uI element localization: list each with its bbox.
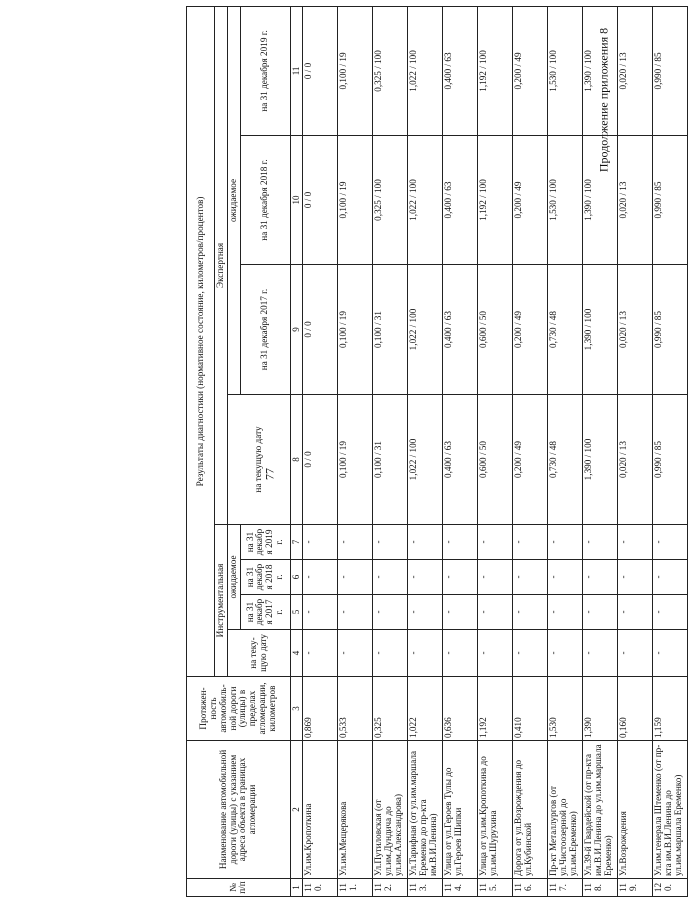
instr-current-value: - xyxy=(372,630,407,677)
expert-2019-value: 1,022 / 100 xyxy=(407,6,442,135)
road-name: Улица от ул.им.Кропоткина до ул.им.Шурухина xyxy=(477,741,512,879)
road-length: 0,160 xyxy=(617,677,652,741)
expert-2018-value: 0,100 / 19 xyxy=(337,136,372,265)
row-number: 113. xyxy=(407,879,442,897)
expert-2018-value: 1,390 / 100 xyxy=(582,136,617,265)
expert-2017-value: 0,100 / 31 xyxy=(372,265,407,395)
row-number: 118. xyxy=(582,879,617,897)
expert-current-value: 1,390 / 100 xyxy=(582,395,617,525)
expert-2019-value: 1,192 / 100 xyxy=(477,6,512,135)
expert-2017-value: 0,100 / 19 xyxy=(337,265,372,395)
instr-2019-value: - xyxy=(372,525,407,560)
expert-2017-value: 0,600 / 50 xyxy=(477,265,512,395)
column-number: 9 xyxy=(290,265,302,395)
expert-2018-value: 0 / 0 xyxy=(302,136,337,265)
road-length: 1,159 xyxy=(652,677,687,741)
expert-2018-value: 0,325 / 100 xyxy=(372,136,407,265)
instr-2018-value: - xyxy=(477,560,512,595)
column-number: 5 xyxy=(290,595,302,630)
expert-current-value: 1,022 / 100 xyxy=(407,395,442,525)
column-number: 4 xyxy=(290,630,302,677)
instr-current-value: - xyxy=(477,630,512,677)
instr-2019-value: - xyxy=(652,525,687,560)
expert-2017-value: 0,020 / 13 xyxy=(617,265,652,395)
instr-current-value: - xyxy=(337,630,372,677)
header-expert-expected: ожидаемое xyxy=(227,6,240,394)
header-expert: Экспертная xyxy=(215,6,228,524)
expert-current-value: 0,990 / 85 xyxy=(652,395,687,525)
instr-2018-value: - xyxy=(372,560,407,595)
table-row xyxy=(582,6,617,896)
column-number: 8 xyxy=(290,395,302,525)
instr-2017-value: - xyxy=(372,595,407,630)
instr-2017-value: - xyxy=(337,595,372,630)
road-length: 1,530 xyxy=(547,677,582,741)
road-name: Ул.Путиловская (от ул.им.Дундича до ул.им.Александрова) xyxy=(372,741,407,879)
table-row xyxy=(407,6,442,896)
expert-2017-value: 1,022 / 100 xyxy=(407,265,442,395)
instr-2019-value: - xyxy=(512,525,547,560)
instr-2018-value: - xyxy=(512,560,547,595)
road-name: Ул.Тарифная (от ул.им.маршала Еременко до пр-кта им.В.И.Ленина) xyxy=(407,741,442,879)
instr-current-value: - xyxy=(302,630,337,677)
header-exp-2018: на 31 декабря 2018 г. xyxy=(240,136,290,265)
instr-2019-value: - xyxy=(337,525,372,560)
instr-2017-value: - xyxy=(442,595,477,630)
row-number: 115. xyxy=(477,879,512,897)
table-row xyxy=(442,6,477,896)
expert-2018-value: 1,530 / 100 xyxy=(547,136,582,265)
table-row xyxy=(512,6,547,896)
instr-current-value: - xyxy=(547,630,582,677)
road-name: Ул.им.генерала Штеменко (от пр-кта им.В.И.Ленина до ул.им.маршала Еременко) xyxy=(652,741,687,879)
row-number: 119. xyxy=(617,879,652,897)
instr-2019-value: - xyxy=(617,525,652,560)
column-number: 6 xyxy=(290,560,302,595)
expert-current-value: 0 / 0 xyxy=(302,395,337,525)
road-name: Ул.им.Кропоткина xyxy=(302,741,337,879)
column-number: 2 xyxy=(290,741,302,879)
expert-2019-value: 0 / 0 xyxy=(302,6,337,135)
expert-2018-value: 1,192 / 100 xyxy=(477,136,512,265)
instr-2017-value: - xyxy=(477,595,512,630)
expert-current-value: 0,400 / 63 xyxy=(442,395,477,525)
road-name: Пр-кт Металлургов (от ул.Чистоозерной до ул.им.Еременко) xyxy=(547,741,582,879)
expert-current-value: 0,600 / 50 xyxy=(477,395,512,525)
column-number: 11 xyxy=(290,6,302,135)
expert-2019-value: 0,400 / 63 xyxy=(442,6,477,135)
instr-2017-value: - xyxy=(407,595,442,630)
header-exp-2019: на 31 декабря 2019 г. xyxy=(240,6,290,135)
instr-2019-value: - xyxy=(477,525,512,560)
header-instr-2017: на 31 декабря 2017 г. xyxy=(240,595,290,630)
row-number: 114. xyxy=(442,879,477,897)
instr-current-value: - xyxy=(617,630,652,677)
road-length: 1,022 xyxy=(407,677,442,741)
header-instr-current: на теку-щую дату xyxy=(227,630,290,677)
instr-current-value: - xyxy=(442,630,477,677)
road-length: 1,390 xyxy=(582,677,617,741)
expert-2018-value: 1,022 / 100 xyxy=(407,136,442,265)
instr-2018-value: - xyxy=(337,560,372,595)
road-name: Дорога от ул.Возрождения до ул.Кубинской xyxy=(512,741,547,879)
expert-2019-value: 0,020 / 13 xyxy=(617,6,652,135)
header-road-name: Наименование автомобильной дороги (улицы) с указанием адреса объекта в границах агломерации xyxy=(187,741,291,879)
header-results: Результаты диагностики (нормативное состояние, километров/процентов) xyxy=(187,6,215,676)
expert-2019-value: 0,325 / 100 xyxy=(372,6,407,135)
instr-2017-value: - xyxy=(652,595,687,630)
instr-2018-value: - xyxy=(652,560,687,595)
header-instrumental: Инструментальная xyxy=(215,525,228,677)
road-name: Ул.им.Мещерякова xyxy=(337,741,372,879)
road-length: 1,192 xyxy=(477,677,512,741)
expert-2019-value: 0,200 / 49 xyxy=(512,6,547,135)
expert-2017-value: 0,730 / 48 xyxy=(547,265,582,395)
expert-2018-value: 0,020 / 13 xyxy=(617,136,652,265)
expert-2019-value: 0,100 / 19 xyxy=(337,6,372,135)
table-row xyxy=(547,6,582,896)
table-header xyxy=(187,6,303,896)
instr-2017-value: - xyxy=(582,595,617,630)
header-instr-2019: на 31 декабря 2019 г. xyxy=(240,525,290,560)
road-length: 0,636 xyxy=(442,677,477,741)
column-number: 1 xyxy=(290,879,302,897)
instr-current-value: - xyxy=(582,630,617,677)
table-row xyxy=(477,6,512,896)
header-instr-2018: на 31 декабря 2018 г. xyxy=(240,560,290,595)
instr-2018-value: - xyxy=(442,560,477,595)
header-length: Протяжен-ность автомобиль-ной дороги (улицы) в пределах агломерации, километров xyxy=(187,677,291,741)
table-row xyxy=(652,6,687,896)
expert-2017-value: 0,990 / 85 xyxy=(652,265,687,395)
instr-2018-value: - xyxy=(547,560,582,595)
table-row xyxy=(337,6,372,896)
instr-2018-value: - xyxy=(582,560,617,595)
expert-2017-value: 1,390 / 100 xyxy=(582,265,617,395)
road-length: 0,410 xyxy=(512,677,547,741)
rotated-table-container xyxy=(186,7,683,897)
expert-2017-value: 0,200 / 49 xyxy=(512,265,547,395)
table-row xyxy=(302,6,337,896)
table-row xyxy=(617,6,652,896)
header-exp-2017: на 31 декабря 2017 г. xyxy=(240,265,290,395)
instr-2019-value: - xyxy=(407,525,442,560)
header-expert-current: на текущую дату xyxy=(227,395,290,525)
instr-current-value: - xyxy=(652,630,687,677)
instr-2019-value: - xyxy=(582,525,617,560)
column-number: 10 xyxy=(290,136,302,265)
instr-2018-value: - xyxy=(302,560,337,595)
row-number: 120. xyxy=(652,879,687,897)
row-number: 111. xyxy=(337,879,372,897)
instr-2017-value: - xyxy=(512,595,547,630)
expert-2017-value: 0,400 / 63 xyxy=(442,265,477,395)
header-no: № п/п xyxy=(187,879,291,897)
expert-2017-value: 0 / 0 xyxy=(302,265,337,395)
road-length: 0,325 xyxy=(372,677,407,741)
expert-2018-value: 0,200 / 49 xyxy=(512,136,547,265)
expert-2019-value: 0,990 / 85 xyxy=(652,6,687,135)
instr-2018-value: - xyxy=(617,560,652,595)
instr-2017-value: - xyxy=(617,595,652,630)
table-row xyxy=(372,6,407,896)
diagnostics-table xyxy=(186,6,688,897)
row-number: 112. xyxy=(372,879,407,897)
expert-2019-value: 1,390 / 100 xyxy=(582,6,617,135)
column-number-row xyxy=(290,6,302,896)
column-number: 3 xyxy=(290,677,302,741)
expert-2019-value: 1,530 / 100 xyxy=(547,6,582,135)
header-instr-expected: ожидаемое xyxy=(227,525,240,630)
expert-current-value: 0,730 / 48 xyxy=(547,395,582,525)
row-number: 110. xyxy=(302,879,337,897)
instr-2018-value: - xyxy=(407,560,442,595)
instr-2019-value: - xyxy=(547,525,582,560)
instr-2017-value: - xyxy=(302,595,337,630)
row-number: 116. xyxy=(512,879,547,897)
expert-current-value: 0,100 / 19 xyxy=(337,395,372,525)
expert-current-value: 0,200 / 49 xyxy=(512,395,547,525)
expert-2018-value: 0,400 / 63 xyxy=(442,136,477,265)
expert-2018-value: 0,990 / 85 xyxy=(652,136,687,265)
expert-current-value: 0,020 / 13 xyxy=(617,395,652,525)
road-name: Ул.Возрождения xyxy=(617,741,652,879)
instr-2017-value: - xyxy=(547,595,582,630)
road-length: 0,869 xyxy=(302,677,337,741)
row-number: 117. xyxy=(547,879,582,897)
continuation-label: Продолжение приложения 8 xyxy=(596,27,611,173)
road-length: 0,533 xyxy=(337,677,372,741)
column-number: 7 xyxy=(290,525,302,560)
instr-2019-value: - xyxy=(302,525,337,560)
table-body xyxy=(302,6,687,896)
road-name: Улица от ул.Героев Тулы до ул.Героев Шипки xyxy=(442,741,477,879)
instr-current-value: - xyxy=(512,630,547,677)
instr-current-value: - xyxy=(407,630,442,677)
instr-2019-value: - xyxy=(442,525,477,560)
page-number: 77 xyxy=(262,468,277,480)
road-name: Ул.39-й Гвардейской (от пр-кта им.В.И.Ленина до ул.им.маршала Еременко) xyxy=(582,741,617,879)
expert-current-value: 0,100 / 31 xyxy=(372,395,407,525)
